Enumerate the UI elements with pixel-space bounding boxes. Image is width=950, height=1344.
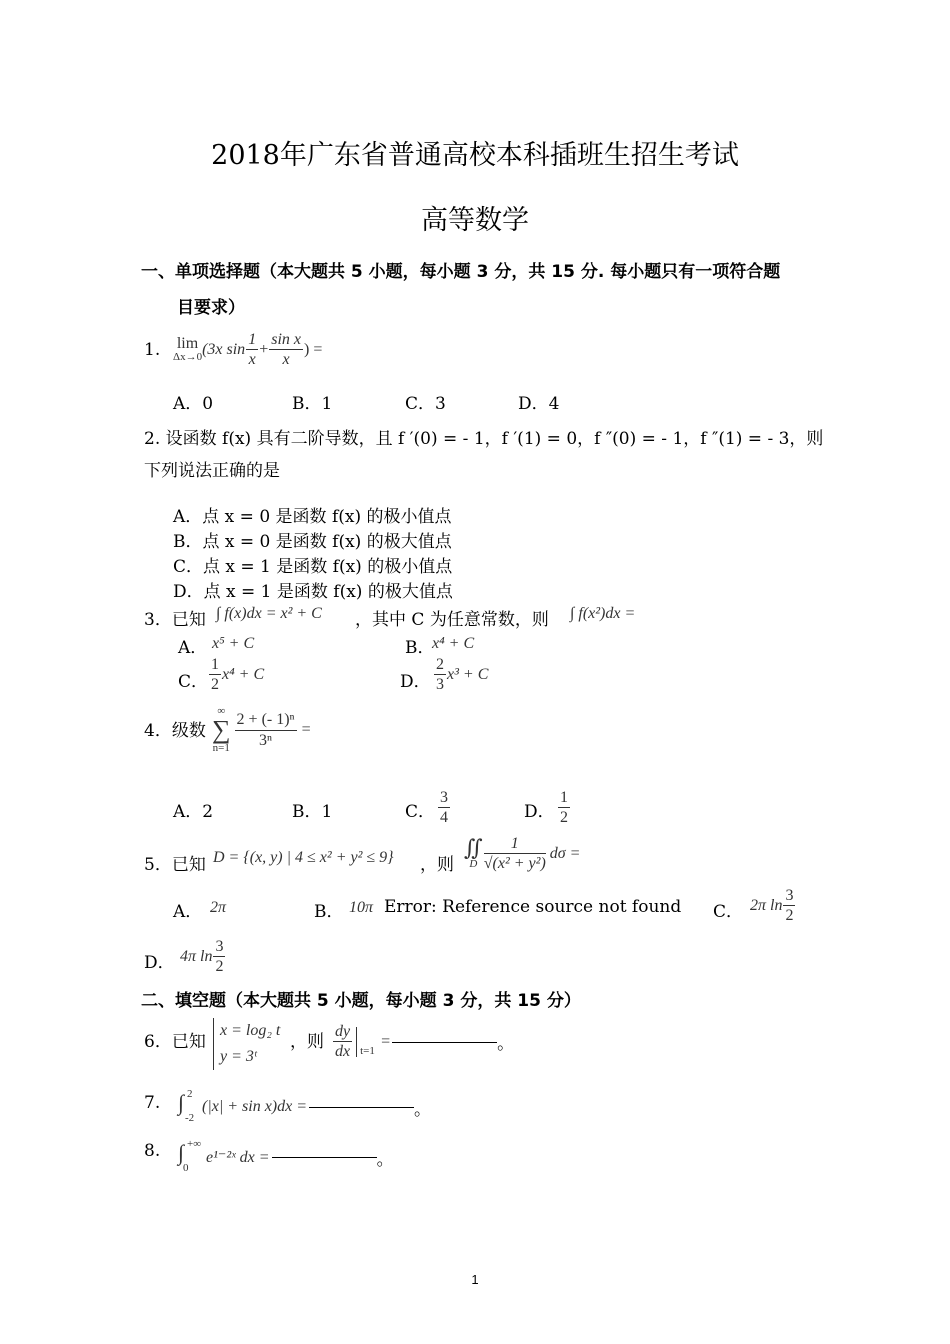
q4-option-a: A．2 — [173, 802, 214, 822]
q1-option-d: D．4 — [518, 394, 560, 414]
q3-option-c-frac — [209, 655, 221, 694]
integral-icon: ∫ — [178, 1090, 185, 1115]
section1-heading-line1: 一、单项选择题（本大题共 5 小题，每小题 3 分，共 15 分. 每小题只有一项符合题 — [141, 262, 781, 282]
q5-frac-den: √(x² + y²) — [483, 855, 546, 873]
q3-option-b: x⁴ + C — [432, 635, 475, 652]
q1-expression — [173, 330, 322, 369]
subject-title: 高等数学 — [421, 205, 529, 236]
q4-option-c-label: C． — [405, 802, 436, 822]
q1-frac1-den: x — [248, 351, 256, 369]
q7-answer-blank[interactable] — [309, 1106, 414, 1108]
q5-option-d-den: 2 — [215, 958, 224, 976]
q6-frac-den: dx — [335, 1043, 351, 1061]
q7-int-top: 2 — [187, 1088, 193, 1100]
q4-option-d-label: D． — [524, 802, 555, 822]
q8-integrand: e¹⁻²ˣ dx = — [206, 1149, 270, 1166]
q2-line1: 2. 设函数 f(x) 具有二阶导数，且 f ′(0) = - 1，f ′(1) = 0，f ″(0) = - 1，f ″(1) = - 3，则 — [144, 429, 824, 449]
q2-option-c: C．点 x = 1 是函数 f(x) 的极小值点 — [173, 557, 453, 577]
q6-eq: = — [381, 1032, 391, 1050]
q8-number: 8. — [144, 1141, 161, 1161]
q2-option-d: D．点 x = 1 是函数 f(x) 的极大值点 — [173, 582, 453, 602]
q5-option-d-frac — [213, 937, 225, 976]
q4-frac — [235, 710, 297, 749]
q6-system-line1: x = log₂ t — [220, 1022, 281, 1039]
q5-option-a: 2π — [210, 899, 227, 916]
q1-frac2 — [269, 330, 303, 369]
q5-option-c — [750, 886, 796, 925]
q6-frac-num: dy — [333, 1022, 352, 1042]
q1-frac1 — [246, 330, 258, 369]
q3-option-c-den: 2 — [211, 676, 219, 694]
double-integral-icon: ∬ — [464, 835, 483, 861]
q1-lim-text: lim — [176, 335, 199, 353]
q4-option-c-num: 3 — [438, 788, 450, 808]
q4-option-c-den: 4 — [440, 809, 448, 827]
q5-option-c-text: 2π ln — [750, 896, 783, 914]
q3-option-d-rest: x³ + C — [447, 665, 489, 683]
q3-prefix: 3．已知 — [144, 610, 206, 630]
q6-system — [213, 1018, 280, 1070]
exam-title: 2018年广东省普通高校本科插班生招生考试 — [211, 140, 739, 171]
q8-int-bottom: 0 — [183, 1162, 189, 1174]
q6-middle: ，则 — [290, 1032, 324, 1052]
q1-frac2-den: x — [282, 351, 290, 369]
q3-middle: ，其中 C 为任意常数，则 — [355, 610, 549, 630]
q4-eq: = — [301, 721, 311, 738]
section2-heading: 二、填空题（本大题共 5 小题，每小题 3 分，共 15 分） — [141, 991, 581, 1011]
q4-frac-num: 2 + (- 1)ⁿ — [235, 710, 297, 730]
q5-option-c-num: 3 — [783, 886, 795, 906]
q6-eval: t=1 — [360, 1044, 375, 1057]
q5-integral — [464, 834, 580, 873]
q1-plus: + — [259, 340, 269, 358]
q7-number: 7. — [144, 1093, 161, 1113]
q1-end: ) = — [304, 340, 323, 358]
q8-answer-blank[interactable] — [272, 1156, 377, 1158]
q6-answer-blank[interactable] — [392, 1041, 497, 1043]
q7-int-bottom: -2 — [185, 1112, 195, 1124]
q5-frac-num: 1 — [484, 834, 546, 854]
q3-option-d-frac — [434, 655, 446, 694]
q5-option-b-label: B． — [314, 902, 344, 922]
q8-int-top: +∞ — [187, 1138, 202, 1150]
q7-end: 。 — [414, 1099, 432, 1120]
q3-option-d-den: 3 — [436, 676, 444, 694]
q3-option-c-rest: x⁴ + C — [222, 665, 265, 683]
q3-option-c — [208, 655, 264, 694]
q3-option-d-label: D． — [400, 672, 431, 692]
q2-option-a: A．点 x = 0 是函数 f(x) 的极小值点 — [173, 507, 452, 527]
q1-part1: (3x sin — [202, 340, 246, 358]
page-number: 1 — [471, 1272, 479, 1287]
q1-frac2-num: sin x — [269, 330, 303, 350]
q4-sum-bottom: n=1 — [212, 742, 230, 754]
q6-end: 。 — [497, 1034, 515, 1055]
q4-option-d-frac — [558, 788, 570, 827]
q1-option-a: A．0 — [173, 394, 214, 414]
q6-derivative — [332, 1022, 514, 1061]
q7-integrand: (|x| + sin x)dx = — [202, 1098, 308, 1115]
q5-option-d-num: 3 — [213, 937, 225, 957]
q1-option-b: B．1 — [292, 394, 333, 414]
q2-option-b: B．点 x = 0 是函数 f(x) 的极大值点 — [173, 532, 452, 552]
q8-integral — [178, 1140, 202, 1174]
q5-middle: ，则 — [420, 855, 454, 875]
q3-option-d-num: 2 — [434, 655, 446, 675]
q7-expression — [178, 1090, 431, 1124]
q3-option-c-label: C． — [178, 672, 209, 692]
q1-frac1-num: 1 — [246, 330, 258, 350]
q3-given-integral: ∫ f(x)dx = x² + C — [216, 605, 322, 622]
q5-option-d-text: 4π ln — [180, 947, 213, 965]
q3-option-b-label: B． — [405, 638, 435, 658]
q4-option-b: B．1 — [292, 802, 333, 822]
q4-sum — [212, 706, 231, 754]
q4-option-c-frac — [438, 788, 450, 827]
q1-number: 1. — [144, 340, 161, 360]
q4-series — [212, 706, 311, 754]
q3-target-integral: ∫ f(x²)dx = — [570, 605, 636, 622]
q5-option-a-label: A． — [173, 902, 203, 922]
q4-sum-top: ∞ — [217, 705, 226, 717]
q5-option-d — [180, 937, 226, 976]
q3-option-a: x⁵ + C — [212, 635, 255, 652]
q5-prefix: 5．已知 — [144, 855, 206, 875]
q5-set: D = {(x, y) | 4 ≤ x² + y² ≤ 9} — [213, 849, 394, 866]
q6-system-line2: y = 3ᵗ — [220, 1048, 257, 1065]
q4-prefix: 4．级数 — [144, 721, 206, 741]
q2-line2: 下列说法正确的是 — [144, 461, 280, 481]
q4-option-d-den: 2 — [560, 809, 568, 827]
q5-int-sub: D — [469, 858, 478, 871]
q1-lim-sub: Δx→0 — [173, 351, 203, 364]
q4-frac-den: 3ⁿ — [259, 731, 273, 749]
integral-icon: ∫ — [178, 1140, 185, 1165]
q5-frac — [484, 834, 546, 873]
q5-option-c-label: C． — [713, 902, 744, 922]
q5-option-b: 10π — [349, 899, 374, 916]
q6-frac — [333, 1022, 352, 1061]
q5-tail: dσ = — [549, 844, 581, 862]
q6-eval-bar — [356, 1027, 375, 1057]
q5-option-c-frac — [783, 886, 795, 925]
q5-option-c-den: 2 — [785, 907, 794, 925]
section1-heading-line2: 目要求） — [177, 298, 245, 318]
q6-prefix: 6．已知 — [144, 1032, 206, 1052]
q4-option-d-num: 1 — [558, 788, 570, 808]
q3-option-a-label: A． — [178, 638, 208, 658]
q1-limit — [173, 336, 202, 363]
q3-option-d — [433, 655, 488, 694]
q8-expression — [178, 1140, 394, 1174]
q5-option-d-label: D． — [144, 953, 175, 973]
q3-option-c-num: 1 — [209, 655, 221, 675]
q8-end: 。 — [376, 1149, 394, 1170]
q5-int-symbol — [464, 837, 483, 870]
q5-option-b-error: Error: Reference source not found — [384, 897, 682, 917]
q1-option-c: C．3 — [405, 394, 446, 414]
sigma-icon: ∑ — [212, 715, 231, 744]
q7-integral — [178, 1090, 198, 1124]
